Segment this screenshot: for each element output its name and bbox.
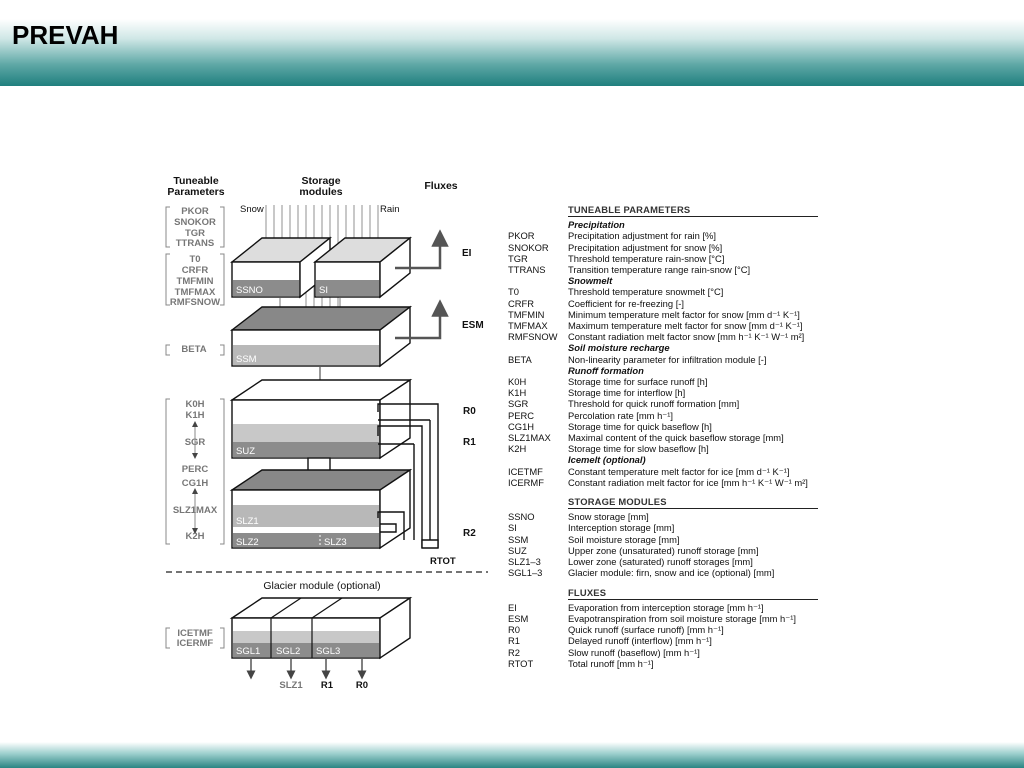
legend-list-precip [508,230,818,275]
param-cg1h: CG1H [181,478,209,489]
legend-key: SUZ [508,544,527,556]
legend-group-precip: Precipitation [568,219,625,231]
legend-list-fluxes [508,602,818,669]
glacier-out-r0: R0 [355,680,369,691]
legend-row [508,230,818,241]
slide-title: PREVAH [12,20,119,50]
legend-key: RTOT [508,657,534,669]
flux-r2: R2 [463,528,476,539]
param-snokor: SNOKOR [174,217,216,228]
legend-row [508,647,818,658]
legend-desc: Precipitation adjustment for snow [%] [568,241,723,253]
legend-key: PKOR [508,230,535,242]
box-slz [232,470,410,548]
legend-desc: Storage time for interflow [h] [568,387,686,399]
legend-list-ice [508,466,818,488]
legend-desc: Total runoff [mm h⁻¹] [568,657,654,669]
legend-key: SSM [508,533,529,545]
legend-row [508,534,818,545]
legend-key: K0H [508,376,527,388]
legend-row [508,567,818,578]
label-si: SI [319,285,328,296]
legend-desc: Threshold for quick runoff formation [mm] [568,398,740,410]
legend-row [508,298,818,309]
legend-desc: Delayed runoff (interflow) [mm h⁻¹] [568,635,712,647]
legend-row [508,443,818,454]
legend-list-snowmelt [508,286,818,342]
legend-list-runoff [508,376,818,454]
legend-key: ICERMF [508,476,544,488]
param-icermf: ICERMF [176,638,214,649]
param-k2h: K2H [185,531,205,542]
legend-row [508,522,818,533]
legend-desc: Coefficient for re-freezing [-] [568,297,685,309]
legend-group-ice: Icemelt (optional) [568,454,646,466]
legend-key: SLZ1MAX [508,432,551,444]
legend-desc: Constant radiation melt factor snow [mm h⁻¹ K⁻¹ W⁻¹ m²] [568,331,805,343]
legend-desc: Slow runoff (baseflow) [mm h⁻¹] [568,646,700,658]
legend-row [508,602,818,613]
label-sgl1: SGL1 [236,646,261,657]
param-t0: T0 [189,254,201,265]
legend-key: SI [508,522,517,534]
legend-desc: Storage time for surface runoff [h] [568,376,708,388]
flux-ei: EI [462,248,472,259]
legend-row [508,466,818,477]
flux-rtot: RTOT [430,556,456,567]
param-tgr: TGR [184,228,206,239]
legend-desc: Storage time for quick baseflow [h] [568,420,712,432]
legend-key: EI [508,601,517,613]
legend-desc: Threshold temperature snowmelt [°C] [568,286,724,298]
box-suz [232,380,410,458]
legend-row [508,320,818,331]
legend-title-tuneable: TUNEABLE PARAMETERS [568,204,818,217]
flux-r1: R1 [463,437,476,448]
glacier-out-r1: R1 [320,680,334,691]
legend-desc: Interception storage [mm] [568,522,675,534]
legend-desc: Constant radiation melt factor for ice [mm h⁻¹ K⁻¹ W⁻¹ m²] [568,476,808,488]
flux-esm: ESM [462,320,484,331]
legend-key: SGL1–3 [508,567,543,579]
header-fluxes: Fluxes [424,180,458,192]
legend-row [508,354,818,365]
legend-row [508,511,818,522]
legend-key: TGR [508,252,528,264]
label-sgl2: SGL2 [276,646,301,657]
legend-desc: Constant temperature melt factor for ice [mm d⁻¹ K⁻¹] [568,465,790,477]
legend-key: SGR [508,398,529,410]
legend-title-fluxes: FLUXES [568,587,818,600]
label-suz: SUZ [236,446,255,457]
legend-desc: Quick runoff (surface runoff) [mm h⁻¹] [568,624,724,636]
legend-row [508,387,818,398]
param-perc: PERC [181,464,209,475]
legend-desc: Evaporation from interception storage [mm h⁻¹] [568,601,764,613]
legend-row [508,545,818,556]
input-snow: Snow [240,204,264,215]
header-storage-1: Storage [301,175,341,187]
label-slz1: SLZ1 [236,516,259,527]
legend-row [508,331,818,342]
legend-desc: Upper zone (unsaturated) runoff storage [mm] [568,544,759,556]
param-icetmf: ICETMF [177,628,213,639]
legend-row [508,398,818,409]
glacier-out-slz1: SLZ1 [279,680,303,691]
legend-key: SSNO [508,511,535,523]
legend-row [508,286,818,297]
header-storage-2: modules [299,186,343,198]
legend-row [508,410,818,421]
legend-desc: Soil moisture storage [mm] [568,533,680,545]
param-beta: BETA [181,344,207,355]
legend-row [508,264,818,275]
legend-desc: Minimum temperature melt factor for snow [mm d⁻¹ K⁻¹] [568,308,800,320]
legend-key: TMFMIN [508,308,545,320]
legend-key: ICETMF [508,465,543,477]
legend-panel [508,204,818,669]
param-tmfmax: TMFMAX [174,287,216,298]
legend-key: SNOKOR [508,241,549,253]
header-tuneable-1: Tuneable [173,175,219,187]
legend-desc: Glacier module: firn, snow and ice (optional) [mm] [568,567,775,579]
legend-row [508,376,818,387]
label-slz3: SLZ3 [324,537,347,548]
legend-desc: Percolation rate [mm h⁻¹] [568,409,673,421]
legend-row [508,242,818,253]
header-tuneable-2: Parameters [167,186,225,198]
legend-desc: Maximal content of the quick baseflow storage [mm] [568,432,784,444]
param-ttrans: TTRANS [175,238,215,249]
legend-row [508,477,818,488]
legend-row [508,658,818,669]
legend-group-soil: Soil moisture recharge [568,342,670,354]
box-glacier [232,598,410,658]
legend-key: R0 [508,624,520,636]
legend-row [508,253,818,264]
footer-band [0,742,1024,768]
param-sgr: SGR [184,437,206,448]
legend-key: TMFMAX [508,320,548,332]
legend-row [508,309,818,320]
label-ssno: SSNO [236,285,263,296]
legend-key: SLZ1–3 [508,556,541,568]
legend-row [508,613,818,624]
legend-desc: Maximum temperature melt factor for snow [mm d⁻¹ K⁻¹] [568,320,803,332]
legend-group-snowmelt: Snowmelt [568,275,613,287]
legend-key: K1H [508,387,527,399]
legend-list-storage [508,511,818,578]
legend-desc: Snow storage [mm] [568,511,649,523]
legend-desc: Transition temperature range rain-snow [°C] [568,264,751,276]
legend-row [508,421,818,432]
legend-key: K2H [508,443,527,455]
input-rain: Rain [380,204,400,215]
box-ssm [232,307,410,366]
param-k0h: K0H [185,399,205,410]
legend-list-soil [508,354,818,365]
param-pkor: PKOR [181,206,209,217]
param-tmfmin: TMFMIN [176,276,214,287]
label-slz2: SLZ2 [236,537,259,548]
legend-key: T0 [508,286,519,298]
param-slz1max: SLZ1MAX [172,505,218,516]
legend-row [508,432,818,443]
param-crfr: CRFR [181,265,209,276]
legend-desc: Lower zone (saturated) runoff storages [mm] [568,556,753,568]
legend-key: R2 [508,646,520,658]
legend-desc: Evapotranspiration from soil moisture storage [mm h⁻¹] [568,612,796,624]
glacier-label: Glacier module (optional) [263,580,381,592]
legend-key: RMFSNOW [508,331,558,343]
legend-key: ESM [508,612,529,624]
legend-row [508,556,818,567]
legend-desc: Non-linearity parameter for infiltration module [-] [568,353,767,365]
legend-key: CRFR [508,297,535,309]
legend-key: TTRANS [508,264,546,276]
param-k1h: K1H [185,410,205,421]
legend-key: PERC [508,409,535,421]
legend-key: CG1H [508,420,535,432]
param-rmfsnow: RMFSNOW [169,297,221,308]
legend-row [508,624,818,635]
flux-r0: R0 [463,406,476,417]
legend-key: BETA [508,353,532,365]
legend-row [508,635,818,646]
legend-key: R1 [508,635,520,647]
legend-desc: Storage time for slow baseflow [h] [568,443,709,455]
label-ssm: SSM [236,354,257,365]
legend-title-storage: STORAGE MODULES [568,496,818,509]
legend-desc: Precipitation adjustment for rain [%] [568,230,716,242]
legend-group-runoff: Runoff formation [568,364,644,376]
label-sgl3: SGL3 [316,646,341,657]
legend-desc: Threshold temperature rain-snow [°C] [568,252,725,264]
